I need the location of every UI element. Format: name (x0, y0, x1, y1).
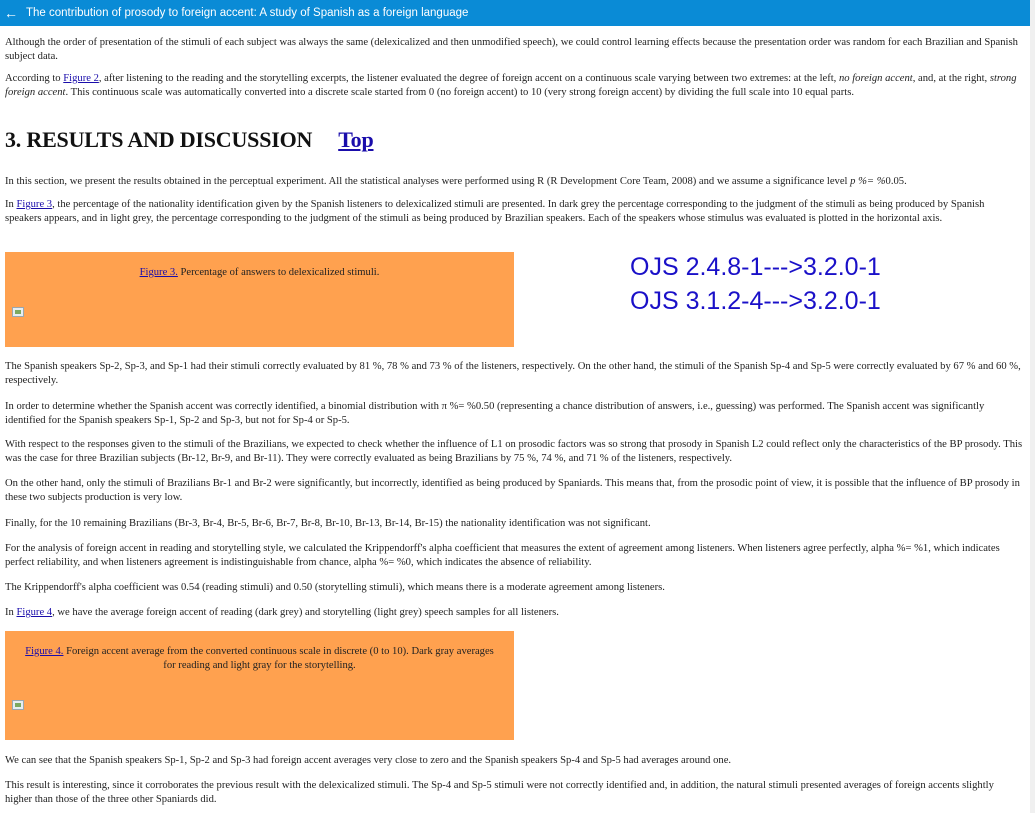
paragraph: Although the order of presentation of the stimuli of each subject was always the same (delexicalized and then unmodified speech), we could control learning effects because the presentation order was random for each Brazilian and Spanish subject data. (5, 37, 1018, 62)
paragraph: According to Figure 2, after listening to the reading and the storytelling excerpts, the listener evaluated the degree of foreign accent on a continuous scale varying between two extremes: at the left, no foreign accent, and, at the right, strong foreign accent. This continuous scale was automatically converted into a discrete scale started from 0 (no foreign accent) to 10 (very strong foreign accent) by dividing the full scale into 10 equal parts. (5, 73, 1017, 98)
section-heading: 3. RESULTS AND DISCUSSION Top (5, 127, 374, 152)
article-title: The contribution of prosody to foreign accent: A study of Spanish as a foreign language (26, 7, 469, 19)
paragraph: In this section, we present the results obtained in the perceptual experiment. All the statistical analyses were performed using R (R Development Core Team, 2008) and we assume a significance level p %= %0.05. (5, 176, 907, 187)
broken-image-icon (12, 700, 24, 710)
paragraph: With respect to the responses given to the stimuli of the Brazilians, we expected to check whether the influence of L1 on prosodic factors was so strong that prosody in Spanish L2 could reflect only the characteristics of the BP prosody. This was the case for three Brazilian subjects (Br-12, Br-9, and Br-11). They were correctly evaluated as being Brazilians by 75 %, 74 %, and 71 % of the listeners, respectively. (5, 439, 1023, 464)
figure-4-box (5, 631, 514, 740)
ojs-version-overlay: OJS 2.4.8-1--->3.2.0-1 OJS 3.1.2-4--->3.2.0-1 (630, 253, 881, 315)
top-link[interactable]: Top (338, 127, 374, 152)
scrollbar[interactable] (1030, 0, 1035, 813)
figure-4-caption: Figure 4. Foreign accent average from the converted continuous scale in discrete (0 to 10). Dark gray averages for reading and light gray for the storytelling. (25, 646, 494, 671)
paragraph: The Spanish speakers Sp-2, Sp-3, and Sp-1 had their stimuli correctly evaluated by 81 %, 78 % and 73 % of the listeners, respectively. On the other hand, the stimuli of the Spanish Sp-4 and Sp-5 were correctly evaluated by 67 % and 60 %, respectively. (5, 361, 1021, 386)
figure-4-caption-link[interactable]: Figure 4. (25, 646, 64, 657)
figure-3-link[interactable]: Figure 3 (16, 199, 53, 210)
paragraph: This result is interesting, since it corroborates the previous result with the delexicalized stimuli. The Sp-4 and Sp-5 stimuli were not correctly identified and, in addition, the natural stimuli presented averages of foreign accents slightly higher than those of the three other Spaniards did. (5, 780, 994, 805)
broken-image-icon (12, 307, 24, 317)
paragraph: In Figure 3, the percentage of the nationality identification given by the Spanish listeners to delexicalized stimuli are presented. In dark grey the percentage corresponding to the judgment of the stimuli as being produced by Spanish speakers appears, and in light grey, the percentage corresponding to the judgment of the stimuli as being produced by Brazilian speakers. Each of the speakers whose stimulus was evaluated is plotted in the horizontal axis. (5, 199, 985, 224)
figure-3-caption-link[interactable]: Figure 3. (139, 267, 178, 278)
figure-4-link[interactable]: Figure 4 (16, 607, 53, 618)
paragraph: On the other hand, only the stimuli of Brazilians Br-1 and Br-2 were significantly, but incorrectly, identified as being produced by Spaniards. This means that, from the prosodic point of view, it is possible that the influence of BP prosody in these two subjects production is very low. (5, 478, 1020, 503)
paragraph: In Figure 4, we have the average foreign accent of reading (dark grey) and storytelling (light grey) speech samples for all listeners. (5, 607, 559, 618)
paragraph: For the analysis of foreign accent in reading and storytelling style, we calculated the Krippendorff's alpha coefficient that measures the extent of agreement among listeners. When listeners agree perfectly, alpha %= %1, which indicates perfect reliability, and when listeners agreement is indistinguishable from chance, alpha %= %0, which indicates the absence of reliability. (5, 543, 1000, 568)
figure-3-box (5, 252, 514, 347)
paragraph: Finally, for the 10 remaining Brazilians (Br-3, Br-4, Br-5, Br-6, Br-7, Br-8, Br-10, Br-13, Br-14, Br-15) the nationality identification was not significant. (5, 518, 651, 529)
article-title-bar (0, 0, 1030, 26)
paragraph: In order to determine whether the Spanish accent was correctly identified, a binomial distribution with π %= %0.50 (representing a chance distribution of answers, i.e., guessing) was performed. The Spanish accent was significantly identified for the Spanish speakers Sp-1, Sp-2 and Sp-3, but not for Sp-4 or Sp-5. (5, 401, 985, 426)
figure-3-caption: Figure 3. Percentage of answers to delexicalized stimuli. (139, 267, 380, 278)
paragraph: We can see that the Spanish speakers Sp-1, Sp-2 and Sp-3 had foreign accent averages very close to zero and the Spanish speakers Sp-4 and Sp-5 had averages around one. (5, 755, 732, 766)
paragraph: The Krippendorff's alpha coefficient was 0.54 (reading stimuli) and 0.50 (storytelling stimuli), which means there is a moderate agreement among listeners. (5, 582, 665, 593)
figure-2-link[interactable]: Figure 2 (63, 73, 99, 84)
arrow-left-icon[interactable]: ← (4, 5, 18, 21)
